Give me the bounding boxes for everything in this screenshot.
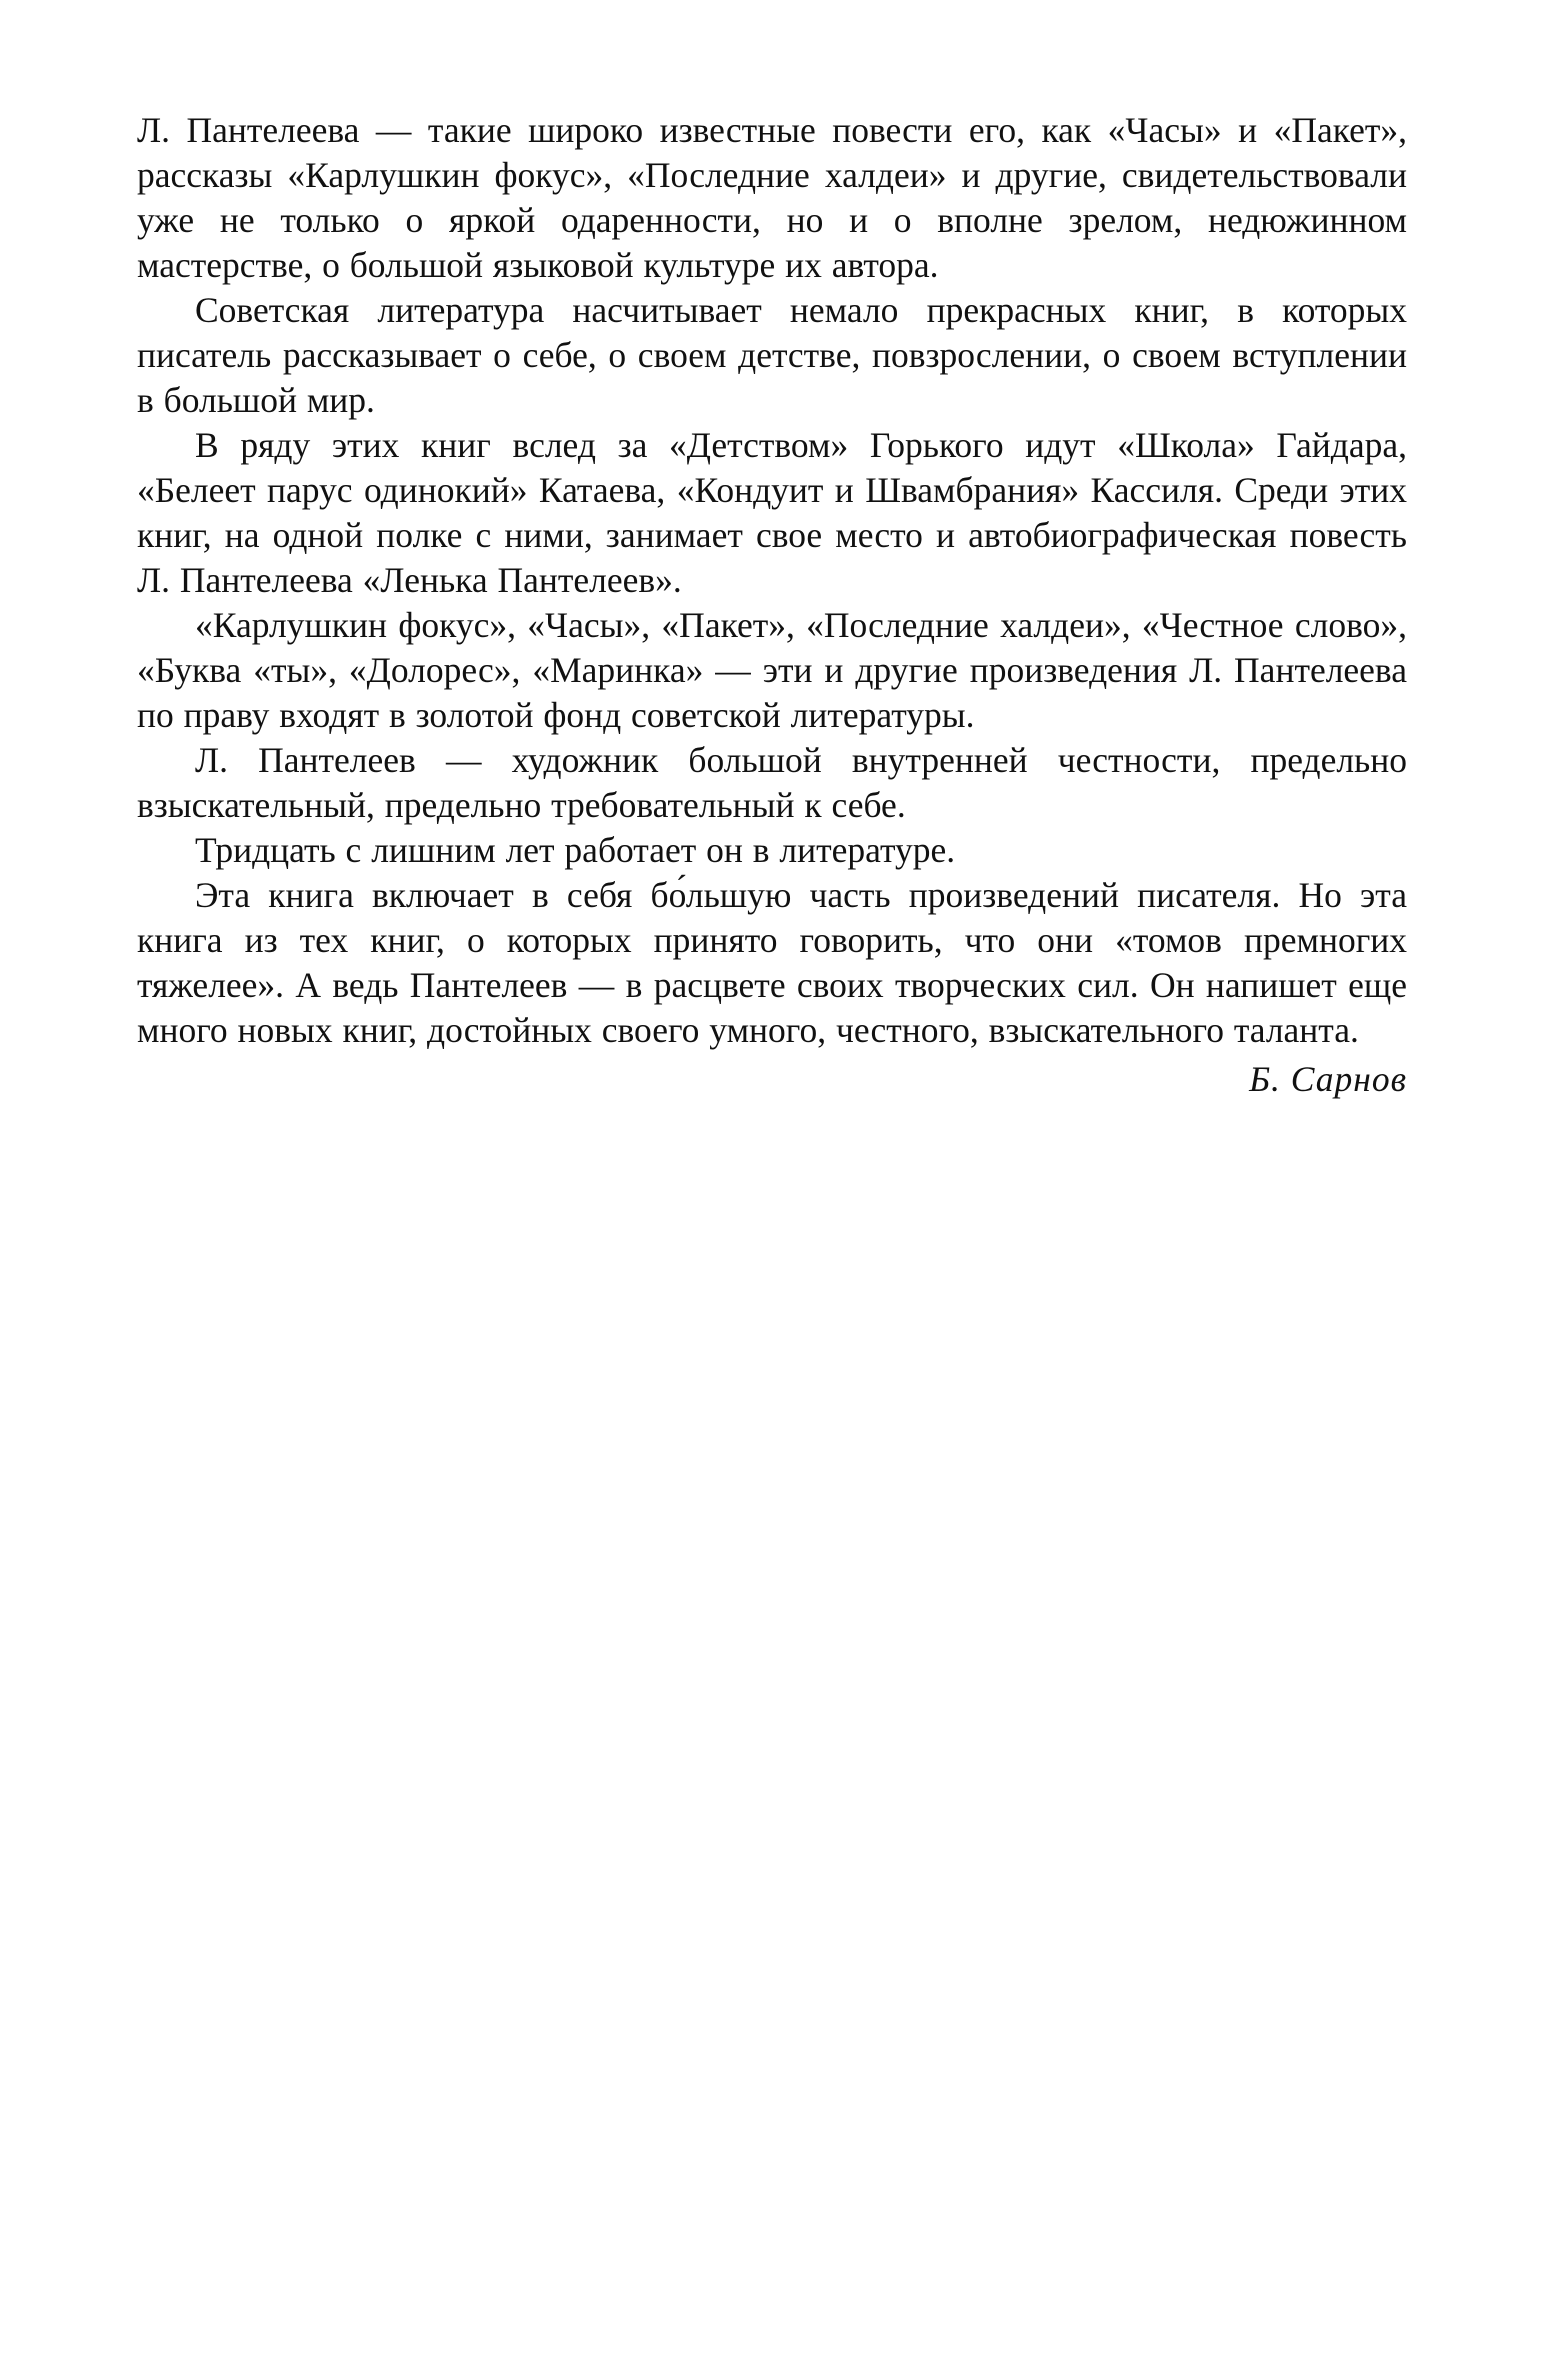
paragraph-7: Эта книга включает в себя бо́льшую часть произведений писателя. Но эта книга из тех книг, о которых принято говорить, что они «томов премногих тяжелее». А ведь Пантелеев — в расцвете своих творческих сил. Он напишет еще много новых книг, достойных своего умного, честного, взыскательного таланта.	[137, 875, 1407, 1050]
paragraph-6: Тридцать с лишним лет работает он в литературе.	[195, 830, 956, 870]
paragraph-5: Л. Пантелеев — художник большой внутренней честности, предельно взыскательный, предельно требовательный к себе.	[137, 740, 1407, 825]
author-signature: Б. Сарнов	[1249, 1059, 1407, 1099]
paragraph-1: Л. Пантелеева — такие широко известные повести его, как «Часы» и «Пакет», рассказы «Карлушкин фокус», «Последние халдеи» и другие, свидетельствовали уже не только о яркой одаренности, но и о вполне зрелом, недюжинном мастерстве, о большой языковой культуре их автора.	[137, 110, 1407, 285]
paragraph-4: «Карлушкин фокус», «Часы», «Пакет», «Последние халдеи», «Честное слово», «Буква «ты», «Долорес», «Маринка» — эти и другие произведения Л. Пантелеева по праву входят в золотой фонд советской литературы.	[137, 605, 1407, 735]
paragraph-3: В ряду этих книг вслед за «Детством» Горького идут «Школа» Гайдара, «Белеет парус одинокий» Катаева, «Кондуит и Швамбрания» Кассиля. Среди этих книг, на одной полке с ними, занимает свое место и автобиографическая повесть Л. Пантелеева «Ленька Пантелеев».	[137, 425, 1407, 600]
paragraph-2: Советская литература насчитывает немало прекрасных книг, в которых писатель рассказывает о себе, о своем детстве, повзрослении, о своем вступлении в большой мир.	[137, 290, 1407, 420]
document-page	[137, 108, 1407, 1102]
